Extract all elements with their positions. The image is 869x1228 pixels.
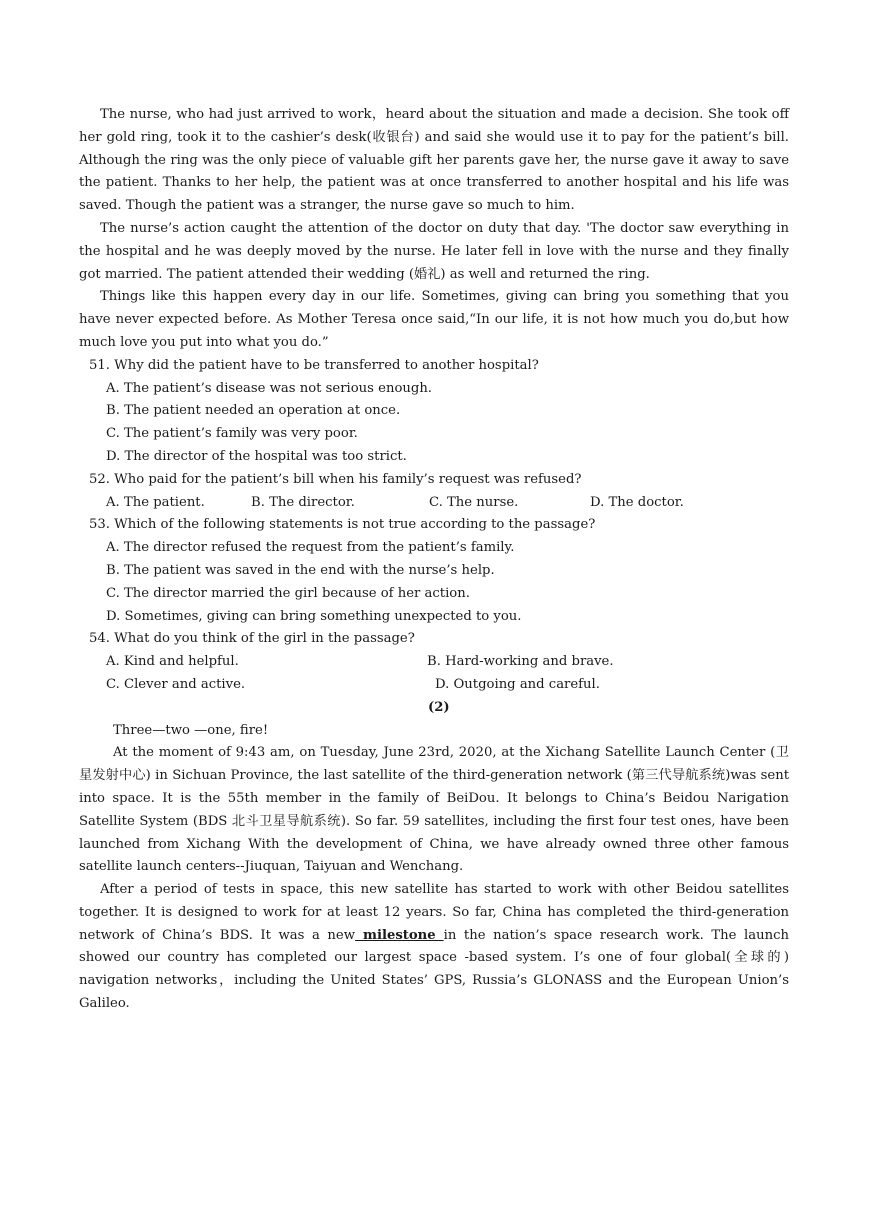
question-51-option-c: C. The patient’s family was very poor. (106, 426, 358, 442)
question-53 (79, 514, 789, 628)
passage1-paragraph-3: Things like this happen every day in our life. Sometimes, giving can bring you something that you have never expected before. As Mother Teresa once said,“In our life, it is not how much you do,but how much love you put into what you do.” (79, 289, 789, 350)
question-51 (79, 355, 789, 469)
passage1-paragraph-1: The nurse, who had just arrived to work，heard about the situation and made a decision. She took off her gold ring, took it to the cashier’s desk(收银台) and said she would use it to pay for the patient’s bill. Although the ring was the only piece of valuable gift her parents gave her, the nurse gave it away to save the patient. Thanks to her help, the patient was at once transferred to another hospital and his life was saved. Though the patient was a stranger, the nurse gave so much to him. (79, 107, 789, 214)
question-54 (79, 628, 789, 696)
passage1-paragraph-2: The nurse’s action caught the attention of the doctor on duty that day. 'The doctor saw everything in the hospital and he was deeply moved by the nurse. He later fell in love with the nurse and they finally got married. The patient attended their wedding (婚礼) as well and returned the ring. (79, 220, 789, 282)
section-number: (2) (428, 699, 450, 715)
question-54-options (79, 651, 789, 697)
question-52-stem: 52. Who paid for the patient’s bill when his family’s request was refused? (89, 471, 582, 487)
question-53-option-a: A. The director refused the request from the patient’s family. (106, 540, 515, 556)
question-54-stem: 54. What do you think of the girl in the passage? (89, 631, 415, 647)
question-52-option-d: D. The doctor. (590, 494, 684, 510)
passage2-paragraph-2-start: After a period of tests in space, this new satellite has started to work with other Beidou satellites together. It is designed to work for at least 12 years. So far, China has completed the third-generation network of China’s BDS. It was a new (79, 882, 789, 943)
question-53-option-c: C. The director married the girl because of her action. (106, 585, 470, 601)
milestone-blank: milestone (355, 927, 444, 943)
question-53-option-d: D. Sometimes, giving can bring something unexpected to you. (106, 608, 522, 624)
question-54-option-a: A. Kind and helpful. (106, 654, 239, 670)
question-54-option-d: D. Outgoing and careful. (435, 676, 600, 692)
passage2-paragraph-1: At the moment of 9:43 am, on Tuesday, June 23rd, 2020, at the Xichang Satellite Launch Center (卫星发射中心) in Sichuan Province, the last satellite of the third-generation network (第三代导航系统)was sent into space. It is the 55th member in the family of BeiDou. It belongs to China’s Beidou Narigation Satellite System (BDS 北斗卫星导航系统). So far. 59 satellites, including the first four test ones, have been launched from Xichang With the development of China, we have already owned three other famous satellite launch centers--Jiuquan, Taiyuan and Wenchang. (79, 745, 789, 875)
passage2-paragraph-2 (79, 879, 789, 1016)
question-54-option-c: C. Clever and active. (106, 676, 246, 692)
document-page (79, 104, 789, 1016)
question-53-stem: 53. Which of the following statements is not true according to the passage? (89, 517, 596, 533)
passage2-title: Three—two —one, fire! (113, 722, 269, 738)
question-51-option-d: D. The director of the hospital was too strict. (106, 448, 407, 464)
question-51-stem: 51. Why did the patient have to be transferred to another hospital? (89, 357, 539, 373)
question-51-option-a: A. The patient’s disease was not serious enough. (106, 380, 432, 396)
question-53-option-b: B. The patient was saved in the end with the nurse’s help. (106, 562, 495, 578)
passage2-paragraph-2-end: in the nation’s space research work. The launch showed our country has completed our largest space -based system. I’s one of four global(全球的) navigation networks，including the United States’ GPS, Russia’s GLONASS and the European Union’s Galileo. (79, 927, 789, 1012)
question-52-option-a: A. The patient. (106, 494, 205, 510)
question-52-options (79, 492, 789, 515)
question-52-option-b: B. The director. (251, 494, 355, 510)
question-52-option-c: C. The nurse. (429, 494, 519, 510)
question-52 (79, 469, 789, 515)
question-51-option-b: B. The patient needed an operation at once. (106, 403, 401, 419)
question-54-option-b: B. Hard-working and brave. (427, 654, 614, 670)
